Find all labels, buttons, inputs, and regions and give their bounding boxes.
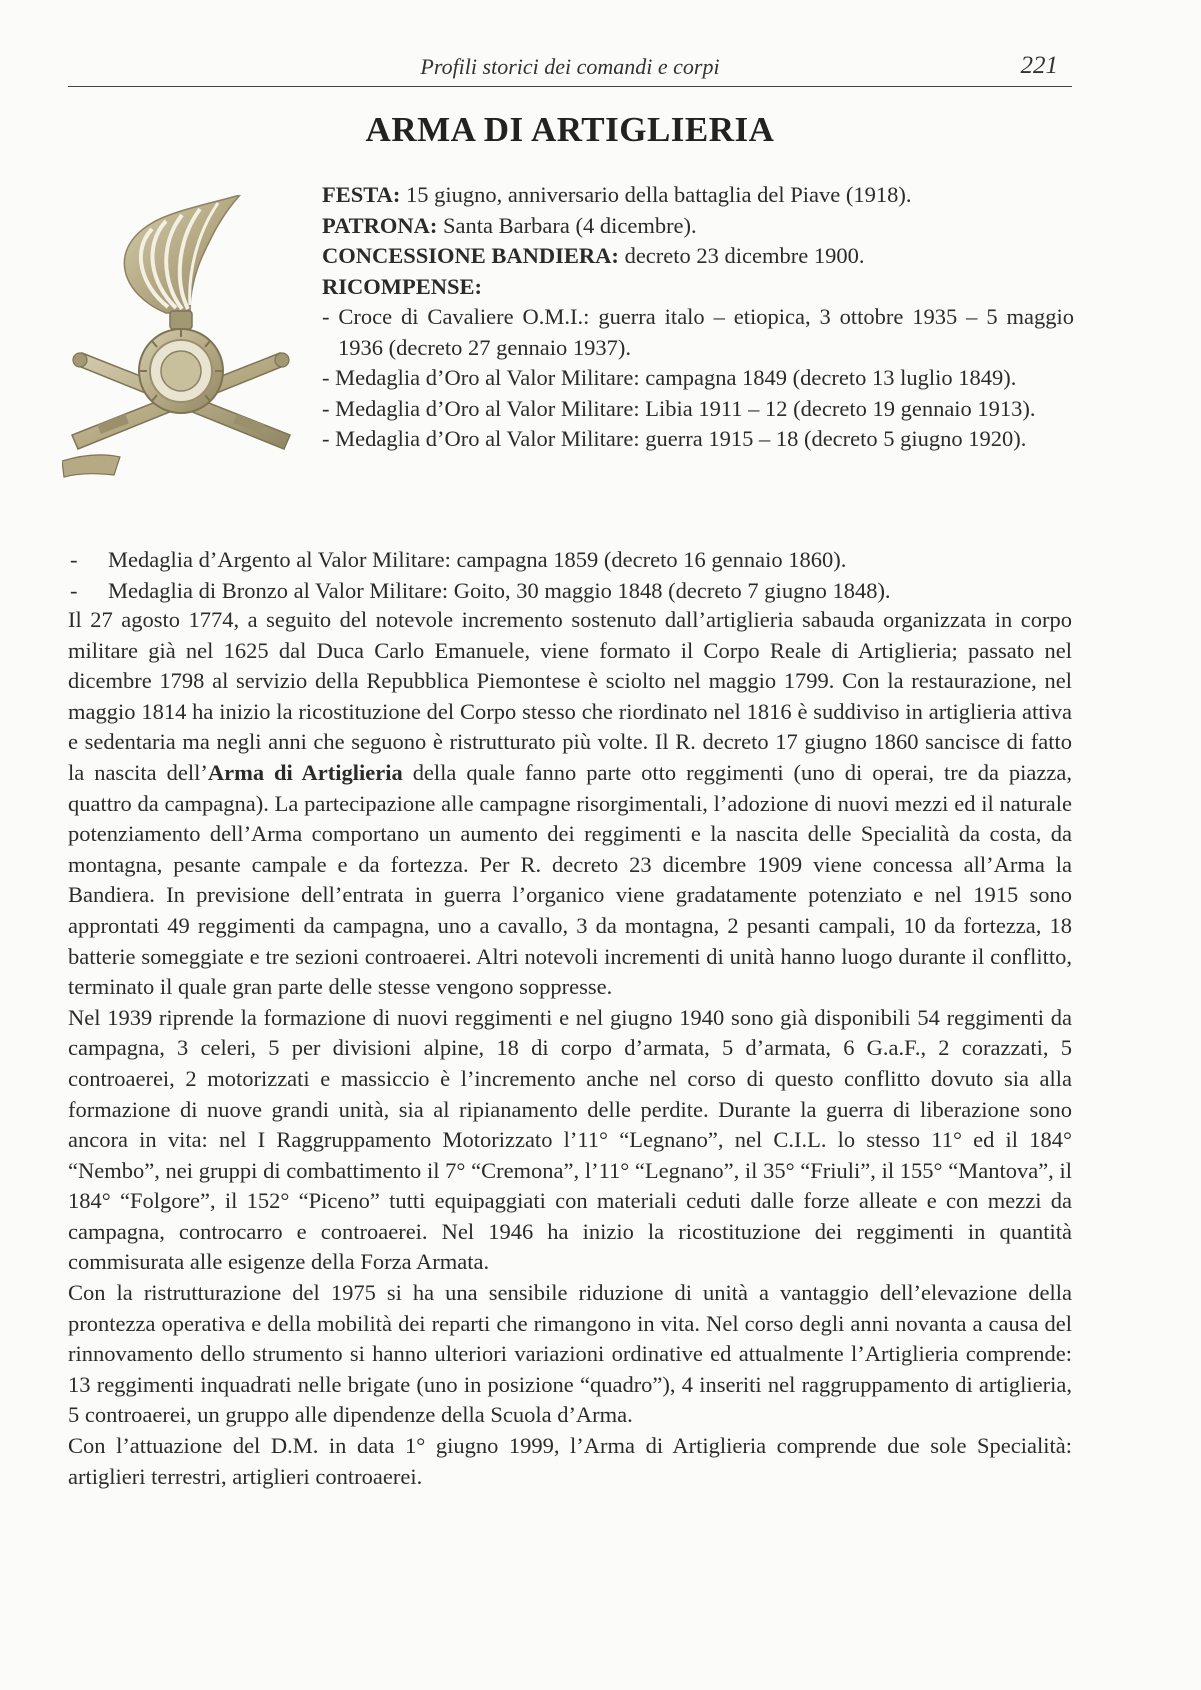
facts-block — [322, 180, 1074, 455]
artillery-emblem-icon — [62, 195, 300, 480]
fact-ricompense: RICOMPENSE: — [322, 273, 483, 299]
award-item: - Medaglia di Bronzo al Valor Militare: Goito, 30 maggio 1848 (decreto 7 giugno 1848). — [70, 577, 891, 603]
award-item: - Medaglia d’Argento al Valor Militare: campagna 1859 (decreto 16 gennaio 1860). — [70, 547, 847, 572]
award-item: - Medaglia d’Oro al Valor Militare: campagna 1849 (decreto 13 luglio 1849). — [322, 365, 1017, 390]
award-item: - Medaglia d’Oro al Valor Militare: Libia 1911 – 12 (decreto 19 gennaio 1913). — [322, 395, 1036, 421]
page-number: 221 — [1020, 52, 1058, 79]
fact-patrona: PATRONA: Santa Barbara (4 dicembre). — [322, 212, 697, 238]
extra-awards — [68, 545, 1072, 606]
history-paragraph: Il 27 agosto 1774, a seguito del notevole incremento sostenuto dall’artiglieria sabauda organizzata in corpo militare già nel 1625 dal Duca Carlo Emanuele, viene formato il Corpo Reale di Artiglieria; passato nel dicembre 1798 al servizio della Repubblica Piemontese è sciolto nel maggio 1799. Con la restaurazione, nel maggio 1814 ha inizio la ricostituzione del Corpo stesso che riordinato nel 1816 è suddiviso in artiglieria attiva e sedentaria ma negli anni che seguono è ristrutturato più volte. Il R. decreto 17 giugno 1860 sancisce di fatto la nascita dell’Arma di Artiglieria della quale fanno parte otto reggimenti (uno di operai, tre da piazza, quattro da campagna). La partecipazione alle campagne risorgimentali, l’adozione di nuovi mezzi ed il naturale potenziamento dell’Arma comportano un aumento dei reggimenti e la nascita delle Specialità da costa, da montagna, pesante campale e da fortezza. Per R. decreto 23 dicembre 1909 viene concessa all’Arma la Bandiera. In previsione dell’entrata in guerra l’organico viene gradatamente potenziato e nel 1915 sono approntati 49 reggimenti da campagna, uno a cavallo, 3 da montagna, 2 pesanti campali, 10 da fortezza, 18 batterie someggiate e tre sezioni controaerei. Altri notevoli incrementi di unità hanno luogo durante il conflitto, terminato il quale gran parte delle stesse vengono soppresse. — [68, 607, 1072, 1000]
grenade-ball-icon — [139, 329, 223, 413]
award-item: - Medaglia d’Oro al Valor Militare: guerra 1915 – 18 (decreto 5 giugno 1920). — [322, 426, 1027, 451]
history-paragraph: Nel 1939 riprende la formazione di nuovi reggimenti e nel giugno 1940 sono già disponibili 54 reggimenti da campagna, 3 celeri, 5 per divisioni alpine, 18 di corpo d’armata, 5 d’armata, 6 G.a.F., 2 corazzati, 5 controaerei, 2 motorizzati e massiccio è l’incremento anche nel corso di questo conflitto dovuto sia alla formazione di nuove grandi unità, sia al ripianamento delle perdite. Durante la guerra di liberazione sono ancora in vita: nel I Raggruppamento Motorizzato l’11° “Legnano”, nel C.I.L. lo stesso 11° ed il 184° “Nembo”, nei gruppi di combattimento il 7° “Cremona”, l’11° “Legnano”, il 35° “Friuli”, il 155° “Mantova”, il 184° “Folgore”, il 152° “Piceno” tutti equipaggiati con materiali ceduti dalle forze alleate e con mezzi da campagna, controcarro e controaerei. Nel 1946 ha inizio la ricostituzione dei reggimenti in quantità commisurata alle esigenze della Forza Armata. — [68, 1004, 1072, 1275]
flame-icon — [124, 195, 240, 313]
history-paragraph: Con la ristrutturazione del 1975 si ha una sensibile riduzione di unità a vantaggio dell’elevazione della prontezza operativa e della mobilità dei reparti che rimangono in vita. Nel corso degli anni novanta a causa del rinnovamento dello strumento si hanno ulteriori variazioni ordinative ed attualmente l’Artiglieria comprende: 13 reggimenti inquadrati nelle brigate (uno in posizione “quadro”), 4 inseriti nel raggruppamento di artiglieria, 5 controaerei, un gruppo alle dipendenze della Scuola d’Arma. — [68, 1280, 1072, 1428]
history-text — [68, 605, 1072, 1492]
fact-festa: FESTA: 15 giugno, anniversario della battaglia del Piave (1918). — [322, 182, 912, 207]
award-item: - Croce di Cavaliere O.M.I.: guerra italo – etiopica, 3 ottobre 1935 – 5 maggio 1936 (decreto 27 gennaio 1937). — [322, 304, 1074, 360]
running-title: Profili storici dei comandi e corpi — [420, 54, 720, 79]
running-header — [68, 52, 1072, 87]
history-paragraph: Con l’attuazione del D.M. in data 1° giugno 1999, l’Arma di Artiglieria comprende due sole Specialità: artiglieri terrestri, artiglieri controaerei. — [68, 1433, 1072, 1489]
page-title: ARMA DI ARTIGLIERIA — [365, 110, 775, 149]
fact-bandiera: CONCESSIONE BANDIERA: decreto 23 dicembre 1900. — [322, 243, 865, 268]
